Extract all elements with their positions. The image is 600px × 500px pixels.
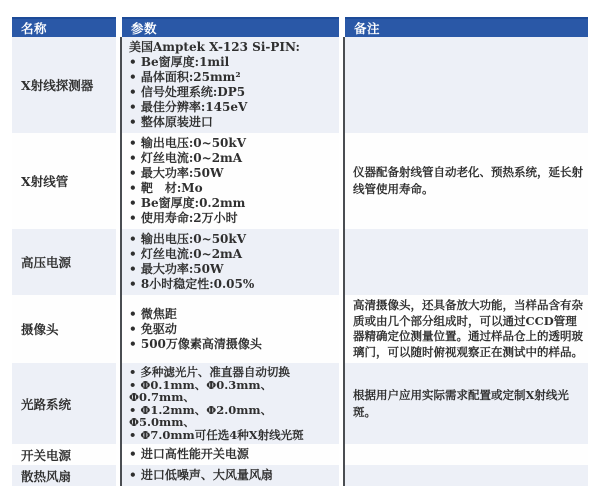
row-params (122, 465, 339, 486)
param-item: • Φ0.1mm、Φ0.3mm、Φ0.7mm、 (127, 379, 337, 404)
param-item: • 输出电压:0~50kV (127, 136, 337, 151)
param-list (127, 447, 337, 462)
table-header-row (12, 17, 588, 37)
row-remark (345, 363, 588, 444)
param-item: • 使用寿命:2万小时 (127, 211, 337, 226)
table-row-camera (12, 295, 588, 363)
param-item: • 进口高性能开关电源 (127, 447, 337, 462)
param-list (127, 232, 337, 292)
table-row-switch-power (12, 444, 588, 465)
param-item: • 灯丝电流:0~2mA (127, 151, 337, 166)
column-divider (120, 37, 122, 486)
row-name: 高压电源 (12, 229, 116, 295)
param-item: • 信号处理系统:DP5 (127, 85, 337, 100)
param-item: • 免驱动 (127, 322, 337, 337)
param-item: • 最大功率:50W (127, 166, 337, 181)
param-item: • 多种滤光片、准直器自动切换 (127, 366, 337, 379)
spec-table-body (12, 37, 588, 486)
param-item: • 晶体面积:25mm² (127, 70, 337, 85)
spec-table (12, 17, 588, 486)
param-list (127, 307, 337, 352)
param-item: • Be窗厚度:0.2mm (127, 196, 337, 211)
row-params (122, 444, 339, 465)
param-item: • Φ7.0mm可任选4种X射线光斑 (127, 429, 337, 442)
table-row-cooling-fan (12, 465, 588, 486)
row-name: 开关电源 (12, 444, 116, 465)
param-list (127, 366, 337, 441)
param-item: • 500万像素高清摄像头 (127, 337, 337, 352)
row-remark (345, 465, 588, 486)
remark-text: 仪器配备射线管自动老化、预热系统，延长射线管使用寿命。 (353, 165, 583, 196)
param-item: • 最佳分辨率:145eV (127, 100, 337, 115)
param-item: • 灯丝电流:0~2mA (127, 247, 337, 262)
param-intro: 美国Amptek X-123 Si-PIN: (129, 40, 300, 54)
param-list (127, 468, 337, 483)
param-list (127, 55, 337, 130)
row-params (122, 37, 339, 133)
row-name: 摄像头 (12, 295, 116, 363)
param-item: • Φ1.2mm、Φ2.0mm、Φ5.0mm、 (127, 404, 337, 429)
row-params (122, 295, 339, 363)
column-divider (343, 37, 345, 486)
param-item: • 靶 材:Mo (127, 181, 337, 196)
remark-text: 高清摄像头，还具备放大功能，当样品含有杂质或由几个部分组成时，可以通过CCD管理器精确定位测量位置。通过样品仓上的透明玻璃门，可以随时俯视观察正在测试中的样品。 (353, 298, 583, 359)
col-header-params: 参数 (122, 17, 339, 37)
row-remark (345, 133, 588, 229)
param-item: • 进口低噪声、大风量风扇 (127, 468, 337, 483)
param-item: • Be窗厚度:1mil (127, 55, 337, 70)
row-name: X射线管 (12, 133, 116, 229)
col-header-remarks: 备注 (345, 17, 588, 37)
row-params (122, 229, 339, 295)
row-name: 光路系统 (12, 363, 116, 444)
param-item: • 最大功率:50W (127, 262, 337, 277)
row-remark (345, 37, 588, 133)
row-remark (345, 229, 588, 295)
param-item: • 微焦距 (127, 307, 337, 322)
table-row-optical-path (12, 363, 588, 444)
row-remark (345, 444, 588, 465)
row-params (122, 133, 339, 229)
param-item: • 整体原装进口 (127, 115, 337, 130)
row-name: 散热风扇 (12, 465, 116, 486)
table-row-xray-tube (12, 133, 588, 229)
param-item: • 8小时稳定性:0.05% (127, 277, 337, 292)
param-item: • 输出电压:0~50kV (127, 232, 337, 247)
col-header-name: 名称 (12, 17, 116, 37)
table-row-hv-power (12, 229, 588, 295)
row-remark (345, 295, 588, 363)
row-name: X射线探测器 (12, 37, 116, 133)
param-list (127, 136, 337, 226)
row-params (122, 363, 339, 444)
table-row-detector (12, 37, 588, 133)
remark-text: 根据用户应用实际需求配置或定制X射线光斑。 (353, 387, 569, 419)
